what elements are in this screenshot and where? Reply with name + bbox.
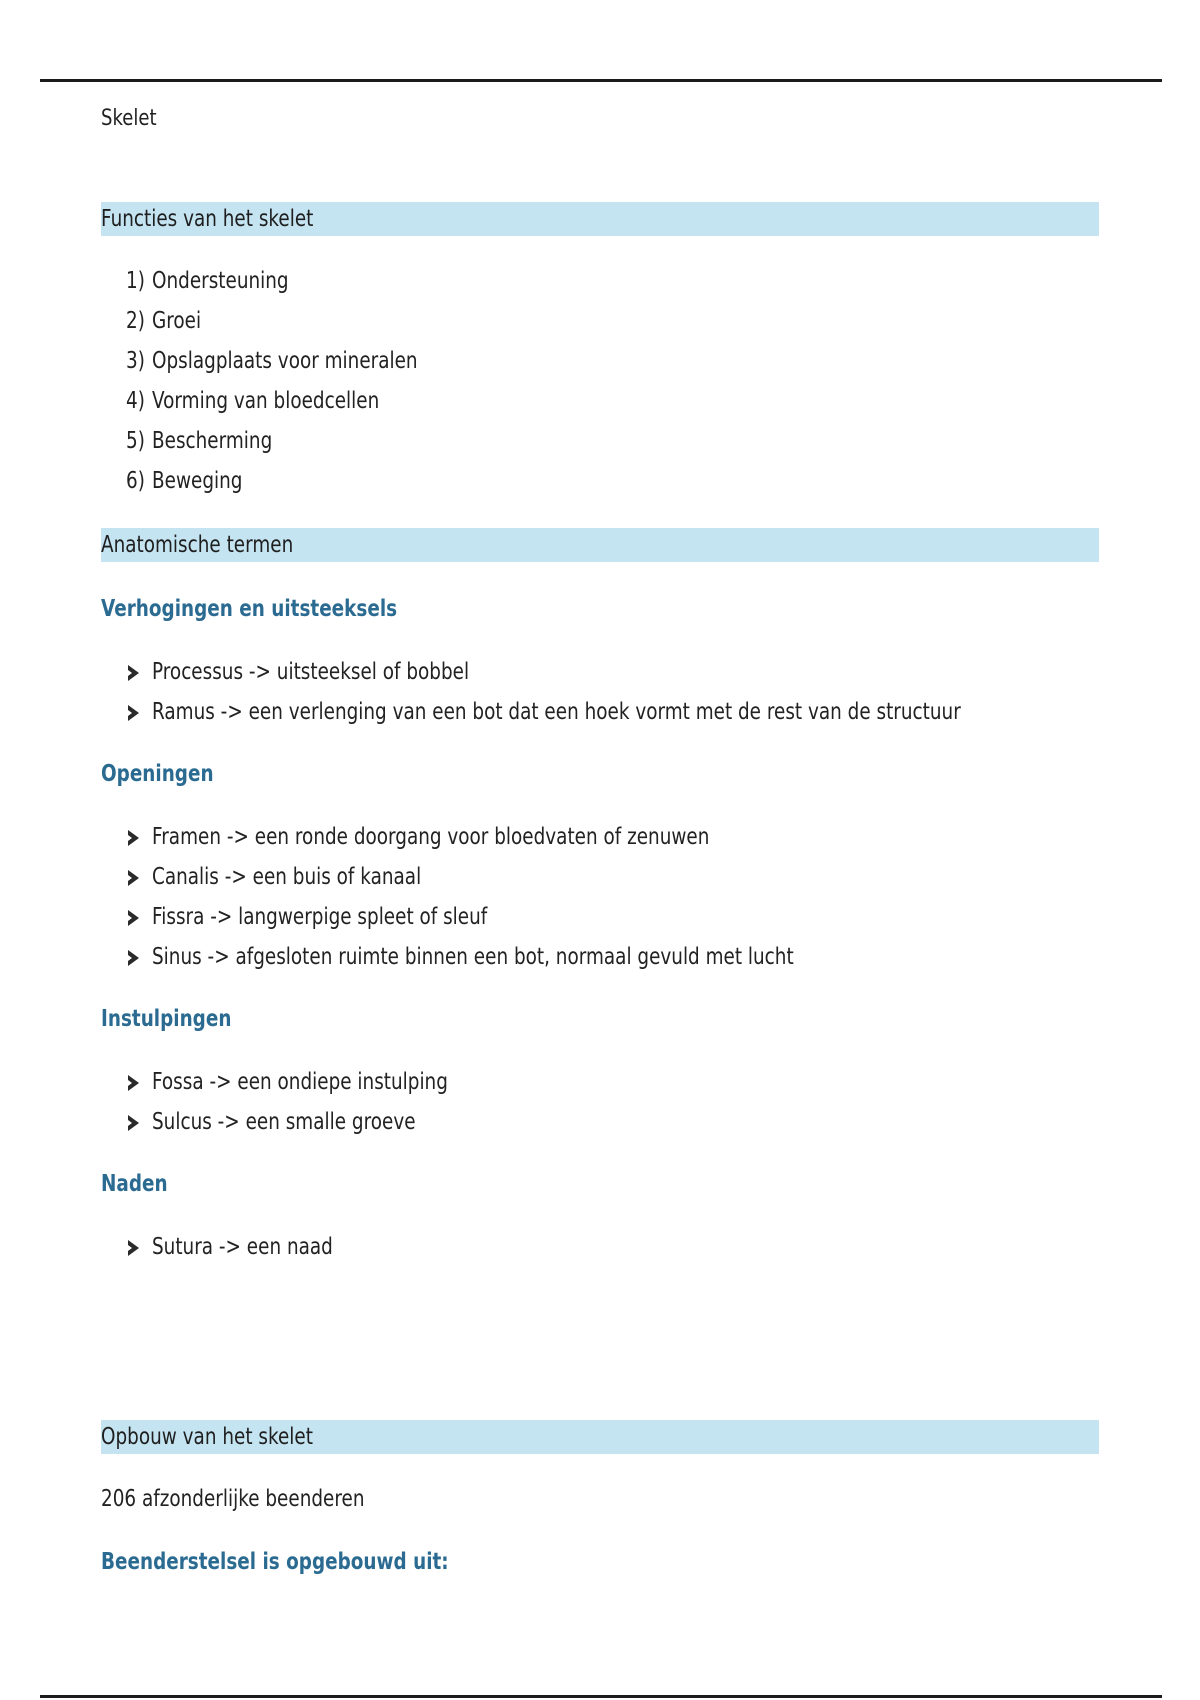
subheading-openingen: Openingen — [101, 761, 214, 787]
list-item-text: Beweging — [152, 468, 243, 494]
list-item-text: Sutura -> een naad — [152, 1234, 333, 1260]
arrowhead-bullet-icon — [128, 870, 139, 886]
bone-count-text: 206 afzonderlijke beenderen — [101, 1486, 365, 1512]
list-item-text: Canalis -> een buis of kanaal — [152, 864, 422, 890]
list-number: 6) — [126, 468, 145, 494]
list-number: 5) — [126, 428, 145, 454]
section-heading-functies: Functies van het skelet — [101, 206, 314, 232]
header-rule — [40, 79, 1162, 82]
arrowhead-bullet-icon — [128, 910, 139, 926]
list-item-text: Ondersteuning — [152, 268, 289, 294]
list-item-text: Ramus -> een verlenging van een bot dat een hoek vormt met de rest van de structuur — [152, 699, 961, 725]
list-item-text: Fossa -> een ondiepe instulping — [152, 1069, 448, 1095]
subheading-beenderstelsel: Beenderstelsel is opgebouwd uit: — [101, 1549, 449, 1575]
list-item-text: Bescherming — [152, 428, 273, 454]
subheading-verhogingen: Verhogingen en uitsteeksels — [101, 596, 398, 622]
list-item-text: Sinus -> afgesloten ruimte binnen een bot, normaal gevuld met lucht — [152, 944, 794, 970]
section-band-anatomische — [101, 528, 1099, 562]
list-item-text: Framen -> een ronde doorgang voor bloedvaten of zenuwen — [152, 824, 710, 850]
section-heading-opbouw: Opbouw van het skelet — [101, 1424, 313, 1450]
section-band-opbouw — [101, 1420, 1099, 1454]
list-number: 1) — [126, 268, 145, 294]
arrowhead-bullet-icon — [128, 1115, 139, 1131]
subheading-instulpingen: Instulpingen — [101, 1006, 232, 1032]
arrowhead-bullet-icon — [128, 1240, 139, 1256]
list-number: 2) — [126, 308, 145, 334]
list-item-text: Vorming van bloedcellen — [152, 388, 380, 414]
list-number: 3) — [126, 348, 145, 374]
document-title: Skelet — [101, 106, 157, 131]
list-item-text: Groei — [152, 308, 202, 334]
list-item-text: Processus -> uitsteeksel of bobbel — [152, 659, 470, 685]
arrowhead-bullet-icon — [128, 950, 139, 966]
list-item-text: Sulcus -> een smalle groeve — [152, 1109, 416, 1135]
list-number: 4) — [126, 388, 145, 414]
arrowhead-bullet-icon — [128, 830, 139, 846]
list-item-text: Opslagplaats voor mineralen — [152, 348, 418, 374]
section-band-functies — [101, 202, 1099, 236]
arrowhead-bullet-icon — [128, 1075, 139, 1091]
subheading-naden: Naden — [101, 1171, 168, 1197]
section-heading-anatomische: Anatomische termen — [101, 532, 294, 558]
arrowhead-bullet-icon — [128, 705, 139, 721]
arrowhead-bullet-icon — [128, 665, 139, 681]
footer-rule — [40, 1695, 1162, 1698]
list-item-text: Fissra -> langwerpige spleet of sleuf — [152, 904, 488, 930]
